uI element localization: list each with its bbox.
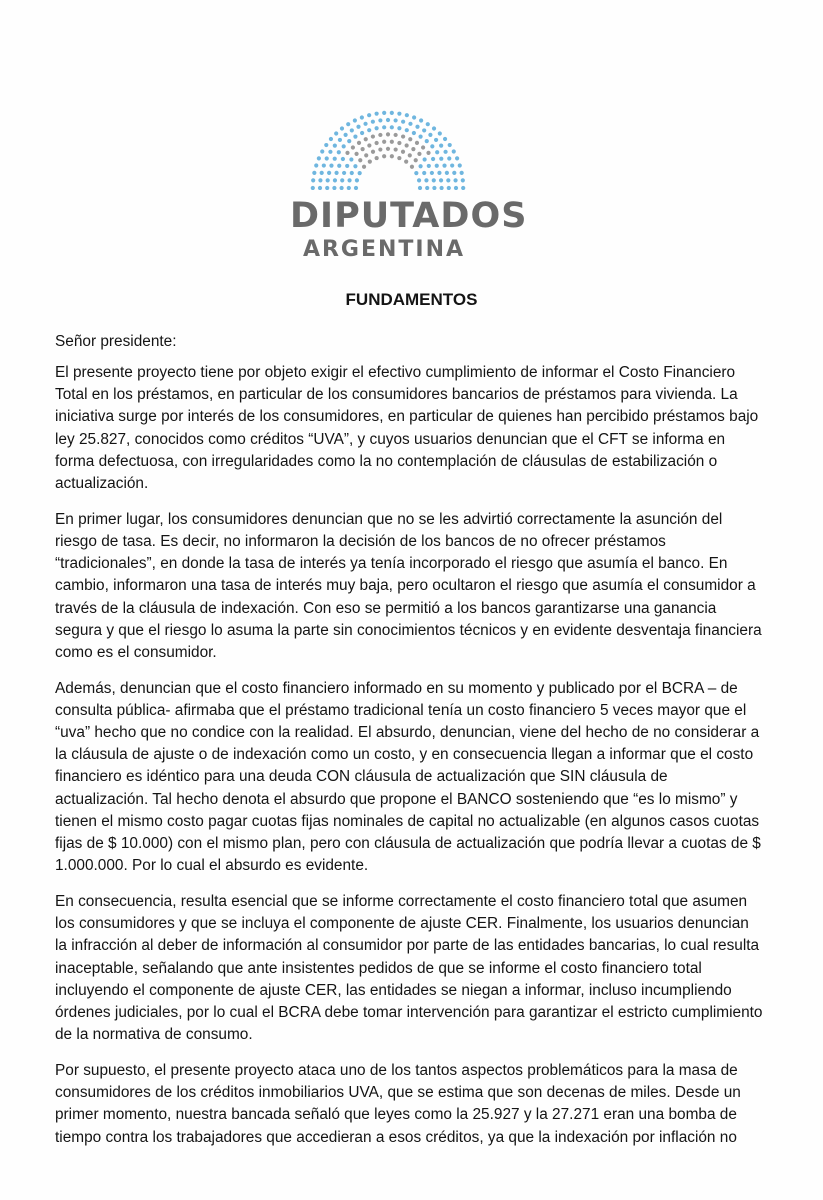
hemicycle-dot xyxy=(353,164,357,168)
hemicycle-dot xyxy=(311,186,315,190)
hemicycle-dot xyxy=(390,125,394,129)
hemicycle-dot xyxy=(382,125,386,129)
hemicycle-dot xyxy=(360,115,364,119)
hemicycle-dot xyxy=(440,186,444,190)
hemicycle-dot xyxy=(419,118,423,122)
hemicycle-dot xyxy=(443,150,447,154)
hemicycle-dot xyxy=(382,154,386,158)
hemicycle-dot xyxy=(386,118,390,122)
paragraph-5: Por supuesto, el presente proyecto ataca uno de los tantos aspectos problemáticos para la masa de consumidores de los créditos inmobiliarios UVA, que se estima que son decenas de miles. Desde un primer momento, nuestra bancada señaló que leyes como la 25.927 y la 27.271 eran una bomba de tiempo contra los trabajadores que accedieran a esos créditos, ya que la indexación por inflación no xyxy=(55,1061,741,1146)
hemicycle-dot xyxy=(337,150,341,154)
hemicycle-dot xyxy=(437,171,441,175)
hemicycle-dot xyxy=(367,113,371,117)
hemicycle-dot xyxy=(326,178,330,182)
hemicycle-dot xyxy=(332,186,336,190)
hemicycle-dot xyxy=(417,178,421,182)
hemicycle-dot xyxy=(356,125,360,129)
hemicycle-dot xyxy=(350,171,354,175)
hemicycle-dot xyxy=(328,150,332,154)
hemicycle-dot xyxy=(340,178,344,182)
hemicycle-dot xyxy=(334,131,338,135)
hemicycle-dot xyxy=(425,186,429,190)
hemicycle-dot xyxy=(461,178,465,182)
hemicycle-dot xyxy=(342,171,346,175)
hemicycle-dot xyxy=(460,171,464,175)
hemicycle-dot xyxy=(354,186,358,190)
hemicycle-dot xyxy=(418,186,422,190)
hemicycle-dot xyxy=(452,171,456,175)
hemicycle-dot xyxy=(329,164,333,168)
hemicycle-dot xyxy=(351,145,355,149)
hemicycle-dot xyxy=(439,144,443,148)
hemicycle-dot xyxy=(438,131,442,135)
hemicycle-dot xyxy=(342,144,346,148)
hemicycle-dot xyxy=(405,128,409,132)
hemicycle-dot xyxy=(322,163,326,167)
hemicycle-dot xyxy=(397,141,401,145)
hemicycle-dot xyxy=(418,135,422,139)
paragraph-1: El presente proyecto tiene por objeto exigir el efectivo cumplimiento de informar el Costo Financiero Total en los préstamos, en particular de los consumidores bancarios de préstamos para vivienda. La iniciativa surge por interés de los consumidores, en particular de quienes han percibido préstamos bajo ley 25.827, conocidos como créditos “UVA”, y cuyos usuarios denuncian que el CFT se informa en forma defectuosa, con irregularidades como la no contemplación de cláusulas de estabilización o actualización. xyxy=(55,364,759,493)
hemicycle-dot xyxy=(461,186,465,190)
hemicycle-dot xyxy=(317,156,321,160)
hemicycle-dot xyxy=(404,160,408,164)
hemicycle-dot xyxy=(405,113,409,117)
hemicycle-dot xyxy=(349,157,353,161)
hemicycle-dot xyxy=(397,112,401,116)
hemicycle-dot xyxy=(318,186,322,190)
hemicycle-dot xyxy=(432,186,436,190)
hemicycle-dot xyxy=(375,156,379,160)
hemicycle-dot xyxy=(386,132,390,136)
hemicycle-dot xyxy=(350,128,354,132)
hemicycle-dot xyxy=(327,171,331,175)
hemicycle-dot xyxy=(340,186,344,190)
hemicycle-dot xyxy=(401,120,405,124)
hemicycle-dot xyxy=(426,122,430,126)
hemicycle-dot xyxy=(390,111,394,115)
hemicycle-dot xyxy=(439,178,443,182)
hemicycle-dot xyxy=(390,154,394,158)
hemicycle-dot xyxy=(418,164,422,168)
hemicycle-dot xyxy=(401,134,405,138)
hemicycle-dot xyxy=(325,156,329,160)
hemicycle-dot xyxy=(364,153,368,157)
hemicycle-dot xyxy=(394,133,398,137)
hemicycle-dot xyxy=(358,171,362,175)
hemicycle-dot xyxy=(412,131,416,135)
hemicycle-dot xyxy=(367,128,371,132)
hemicycle-dot xyxy=(423,157,427,161)
hemicycle-dot xyxy=(435,150,439,154)
hemicycle-dot xyxy=(346,122,350,126)
hemicycle-dot xyxy=(415,125,419,129)
hemicycle-dot xyxy=(397,126,401,130)
hemicycle-dot xyxy=(408,137,412,141)
hemicycle-dot xyxy=(434,138,438,142)
hemicycle-dot xyxy=(378,118,382,122)
hemicycle-dot xyxy=(324,143,328,147)
hemicycle-dot xyxy=(362,165,366,169)
hemicycle-dot xyxy=(417,152,421,156)
hemicycle-dot xyxy=(353,135,357,139)
hemicycle-dot xyxy=(367,143,371,147)
hemicycle-dot xyxy=(415,141,419,145)
hemicycle-dot xyxy=(360,131,364,135)
hemicycle-dot xyxy=(325,186,329,190)
hemicycle-dot xyxy=(345,151,349,155)
hemicycle-dot xyxy=(453,178,457,182)
hemicycle-dot xyxy=(347,186,351,190)
hemicycle-dot xyxy=(333,178,337,182)
hemicycle-dots-icon xyxy=(308,108,468,190)
hemicycle-dot xyxy=(394,147,398,151)
hemicycle-dot xyxy=(401,150,405,154)
hemicycle-dot xyxy=(382,111,386,115)
hemicycle-dot xyxy=(333,144,337,148)
hemicycle-dot xyxy=(337,164,341,168)
hemicycle-dot xyxy=(355,178,359,182)
hemicycle-dot xyxy=(422,171,426,175)
hemicycle-dot xyxy=(344,133,348,137)
hemicycle-dot xyxy=(439,157,443,161)
hemicycle-dot xyxy=(371,150,375,154)
hemicycle-dot xyxy=(347,139,351,143)
document-body xyxy=(55,362,763,1162)
hemicycle-dot xyxy=(314,163,318,167)
hemicycle-dot xyxy=(430,171,434,175)
hemicycle-dot xyxy=(363,122,367,126)
hemicycle-dot xyxy=(410,165,414,169)
hemicycle-dot xyxy=(421,145,425,149)
hemicycle-dot xyxy=(312,171,316,175)
hemicycle-dot xyxy=(341,157,345,161)
hemicycle-dot xyxy=(375,126,379,130)
hemicycle-dot xyxy=(320,149,324,153)
hemicycle-dot xyxy=(338,138,342,142)
hemicycle-dot xyxy=(382,140,386,144)
hemicycle-dot xyxy=(412,115,416,119)
hemicycle-dot xyxy=(414,158,418,162)
hemicycle-dot xyxy=(428,133,432,137)
hemicycle-dot xyxy=(329,137,333,141)
hemicycle-dot xyxy=(458,163,462,167)
paragraph-4: En consecuencia, resulta esencial que se informe correctamente el costo financiero total que asumen los consumidores y que se incluya el componente de ajuste CER. Finalmente, los usuarios denuncian la infracción al deber de información al consumidor por parte de las entidades bancarias, lo cual resulta inaceptable, señalando que ante insistentes pedidos de que se informe el costo financiero total incluyendo el componente de ajuste CER, las entidades se niegan a informar, incluso incumpliendo órdenes judiciales, por lo cual el BCRA debe tomar intervención para garantizar el estricto cumplimiento de la normativa de consumo. xyxy=(55,892,763,1044)
hemicycle-dot xyxy=(333,157,337,161)
hemicycle-dot xyxy=(318,178,322,182)
hemicycle-dot xyxy=(353,118,357,122)
hemicycle-dot xyxy=(345,164,349,168)
hemicycle-dot xyxy=(452,149,456,153)
hemicycle-dot xyxy=(311,178,315,182)
hemicycle-dot xyxy=(390,140,394,144)
hemicycle-dot xyxy=(354,152,358,156)
greeting: Señor presidente: xyxy=(55,333,177,350)
hemicycle-dot xyxy=(394,118,398,122)
hemicycle-dot xyxy=(408,153,412,157)
hemicycle-dot xyxy=(408,122,412,126)
hemicycle-dot xyxy=(411,147,415,151)
hemicycle-dot xyxy=(340,126,344,130)
hemicycle-dot xyxy=(371,134,375,138)
hemicycle-dot xyxy=(414,171,418,175)
hemicycle-dot xyxy=(386,147,390,151)
hemicycle-dot xyxy=(427,164,431,168)
hemicycle-dot xyxy=(368,160,372,164)
hemicycle-dot xyxy=(424,178,428,182)
hemicycle-dot xyxy=(443,137,447,141)
paragraph-2: En primer lugar, los consumidores denuncian que no se les advirtió correctamente la asunción del riesgo de tasa. Es decir, no informaron la decisión de los bancos de no ofrecer préstamos “tradicionales”, en donde la tasa de interés ya tenía incorporado el riesgo que asumía el banco. En cambio, informaron una tasa de interés muy baja, pero ocultaron el riesgo que asumía el consumidor a través de la cláusula de indexación. Con eso se permitió a los bancos garantizarse una ganancia segura y que el riesgo lo asuma la parte sin conocimientos técnicos y en evidente desventaja financiera como es el consumidor. xyxy=(55,510,762,661)
hemicycle-dot xyxy=(375,112,379,116)
hemicycle-dot xyxy=(447,186,451,190)
hemicycle-dot xyxy=(447,156,451,160)
hemicycle-dot xyxy=(357,141,361,145)
hemicycle-dot xyxy=(422,128,426,132)
hemicycle-dot xyxy=(432,178,436,182)
hemicycle-dot xyxy=(347,178,351,182)
hemicycle-dot xyxy=(431,157,435,161)
hemicycle-dot xyxy=(364,137,368,141)
hemicycle-dot xyxy=(334,171,338,175)
hemicycle-dot xyxy=(397,156,401,160)
hemicycle-dot xyxy=(405,143,409,147)
logo-title: DIPUTADOS xyxy=(290,196,528,236)
hemicycle-dot xyxy=(455,156,459,160)
hemicycle-dot xyxy=(445,171,449,175)
hemicycle-dot xyxy=(454,186,458,190)
hemicycle-dot xyxy=(446,178,450,182)
hemicycle-dot xyxy=(448,143,452,147)
hemicycle-dot xyxy=(378,147,382,151)
hemicycle-dot xyxy=(358,158,362,162)
hemicycle-dot xyxy=(430,144,434,148)
hemicycle-dot xyxy=(425,139,429,143)
hemicycle-dot xyxy=(435,164,439,168)
hemicycle-dot xyxy=(320,171,324,175)
hemicycle-dot xyxy=(378,133,382,137)
hemicycle-dot xyxy=(432,126,436,130)
hemicycle-dot xyxy=(361,147,365,151)
hemicycle-dot xyxy=(371,120,375,124)
diputados-argentina-logo xyxy=(290,108,528,266)
document-heading: FUNDAMENTOS xyxy=(345,290,478,309)
hemicycle-dot xyxy=(450,163,454,167)
hemicycle-dot xyxy=(426,151,430,155)
paragraph-3: Además, denuncian que el costo financiero informado en su momento y publicado por el BCRA – de consulta pública- afirmaba que el préstamo tradicional tenía un costo financiero 5 veces mayor que el “uva” hecho que no condice con la realidad. El absurdo, denuncian, viene del hecho de no considerar a la cláusula de ajuste o de indexación como un costo, y en consecuencia llegan a informar que el costo financiero es idéntico para una deuda CON cláusula de actualización que SIN cláusula de actualización. Tal hecho denota el absurdo que propone el BANCO sosteniendo que “es lo mismo” y tienen el mismo costo pagar cuotas fijas nominales de capital no actualizable (en algunos casos cuotas fijas de $ 10.000) con el mismo plan, pero con cláusula de actualización que podría llevar a cuotas de $ 1.000.000. Por lo cual el absurdo es evidente. xyxy=(55,679,761,875)
logo-subtitle: ARGENTINA xyxy=(302,237,466,262)
hemicycle-dot xyxy=(375,141,379,145)
hemicycle-dot xyxy=(442,164,446,168)
